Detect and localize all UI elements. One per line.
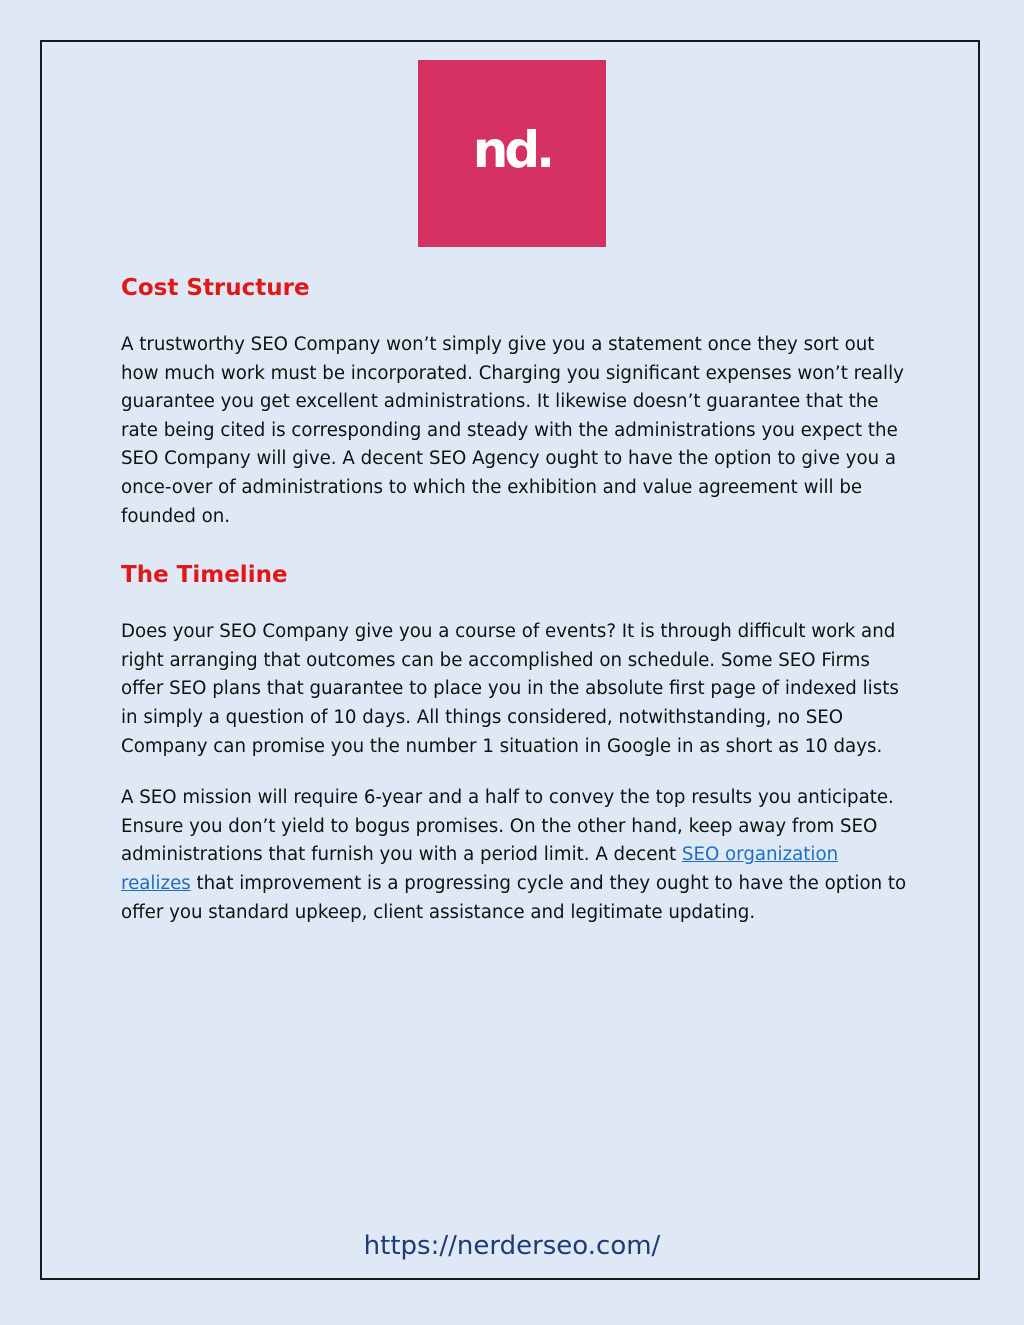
paragraph-timeline-1: Does your SEO Company give you a course of events? It is through difficult work and right arranging that outcomes can be accomplished on schedule. Some SEO Firms offer SEO plans that guarantee to place you in the absolute first page of indexed lists in simply a question of 10 days. All things considered, notwithstanding, no SEO Company can promise you the number 1 situation in Google in as short as 10 days. bbox=[121, 621, 899, 757]
company-logo bbox=[418, 60, 606, 247]
logo-text: nd. bbox=[472, 120, 552, 179]
seo-organization-link[interactable]: SEO organization realizes bbox=[121, 844, 839, 894]
document-body bbox=[121, 270, 911, 927]
heading-cost-structure: Cost Structure bbox=[121, 275, 310, 301]
footer-website-url[interactable]: https://nerderseo.com/ bbox=[363, 1231, 661, 1261]
paragraph-timeline-2-text-start: A SEO mission will require 6-year and a half to convey the top results you anticipate. Ensure you don’t yield to bogus promises. On the other hand, keep away from SEO administrations that furnish you with a period limit. A decent bbox=[121, 787, 894, 866]
paragraph-timeline-2-text-end: that improvement is a progressing cycle and they ought to have the option to offer you standard upkeep, client assistance and legitimate updating. bbox=[121, 872, 907, 923]
paragraph-timeline-2 bbox=[121, 784, 911, 927]
heading-timeline: The Timeline bbox=[121, 562, 288, 589]
paragraph-cost-structure: A trustworthy SEO Company won’t simply give you a statement once they sort out how much work must be incorporated. Charging you significant expenses won’t really guarantee you get excellent administrations. It likewise doesn’t guarantee that the rate being cited is corresponding and steady with the administrations you expect the SEO Company will give. A decent SEO Agency ought to have the option to give you a once-over of administrations to which the exhibition and value agreement will be founded on. bbox=[121, 334, 904, 527]
